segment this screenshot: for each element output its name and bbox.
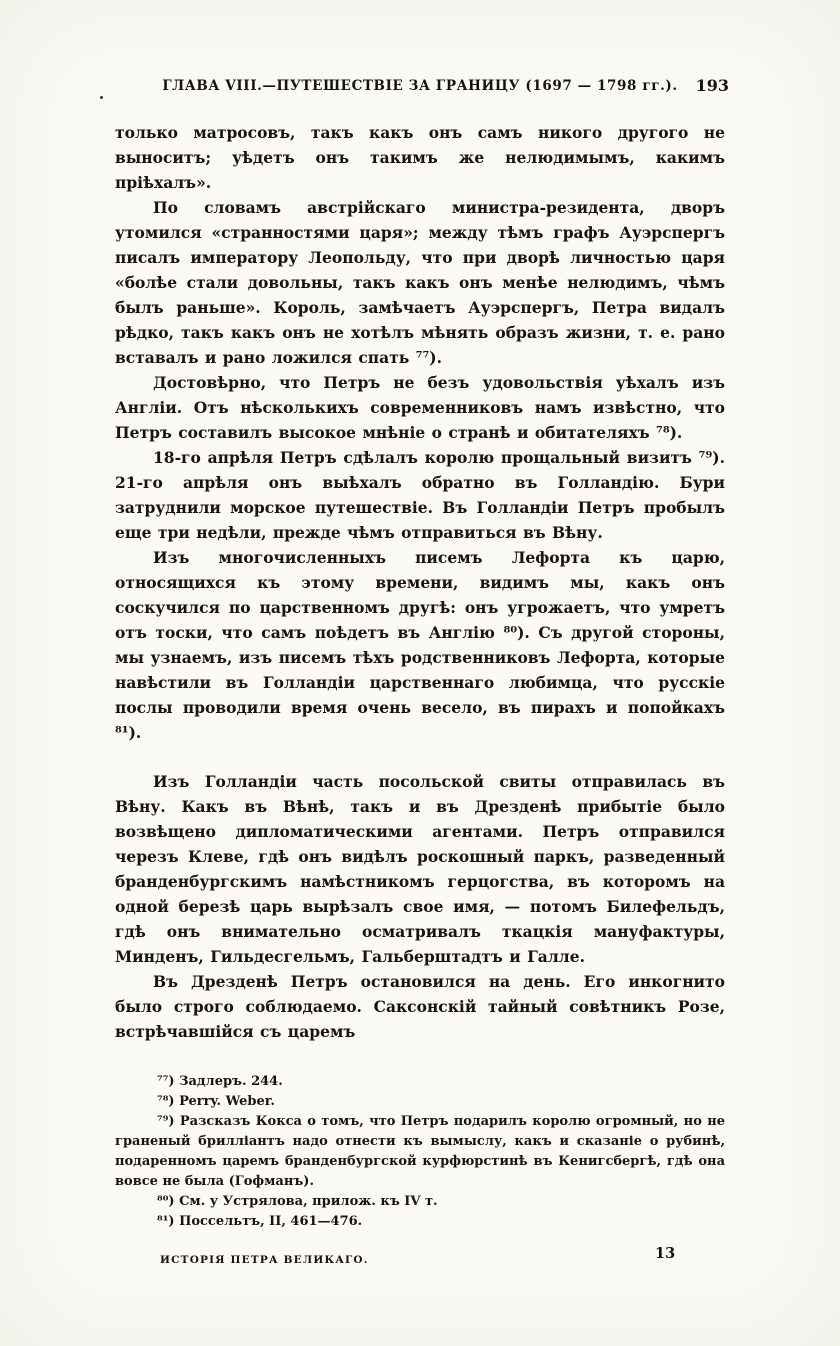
- footnote: ⁸⁰) См. у Устрялова, прилож. къ IV т.: [157, 1194, 438, 1209]
- page-header: [115, 76, 729, 95]
- body-text: [115, 120, 725, 1044]
- signature-number: 13: [655, 1245, 676, 1262]
- footnote: ⁷⁸) Perry. Weber.: [157, 1094, 275, 1109]
- page-footer: [115, 1245, 725, 1267]
- running-title: ГЛАВА VIII.—ПУТЕШЕСТВІЕ ЗА ГРАНИЦУ (1697 — 1798 гг.).: [162, 78, 678, 94]
- footnote: ⁷⁷) Задлеръ. 244.: [157, 1074, 283, 1089]
- paragraph: 18-го апрѣля Петръ сдѣлалъ королю прощальный визитъ ⁷⁹). 21-го апрѣля онъ выѣхалъ обратно въ Голландію. Бури затруднили морское путешествіе. Въ Голландіи Петръ пробылъ еще три недѣли, прежде чѣмъ отправиться въ Вѣну.: [115, 448, 725, 542]
- paragraph: По словамъ австрійскаго министра-резидента, дворъ утомился «странностями царя»; между тѣмъ графъ Ауэрспергъ писалъ императору Леопольду, что при дворѣ личностью царя «болѣе стали довольны, такъ какъ онъ менѣе нелюдимъ, чѣмъ былъ раньше». Король, замѣчаетъ Ауэрспергъ, Петра видалъ рѣдко, такъ какъ онъ не хотѣлъ мѣнять образъ жизни, т. е. рано вставалъ и рано ложился спать ⁷⁷).: [115, 198, 725, 367]
- page-number: 193: [695, 76, 729, 95]
- paragraph: Достовѣрно, что Петръ не безъ удовольствія уѣхалъ изъ Англіи. Отъ нѣсколькихъ современниковъ намъ извѣстно, что Петръ составилъ высокое мнѣніе о странѣ и обитателяхъ ⁷⁸).: [115, 373, 725, 442]
- paragraph: Въ Дрезденѣ Петръ остановился на день. Его инкогнито было строго соблюдаемо. Саксонскій тайный совѣтникъ Розе, встрѣчавшійся съ царемъ: [115, 972, 725, 1041]
- footnote: ⁷⁹) Разсказъ Кокса о томъ, что Петръ подарилъ королю огромный, но не граненый брилліантъ надо отнести къ вымыслу, какъ и сказаніе о рубинѣ, подаренномъ царемъ бранденбургской курфюрстинѣ въ Кенигсбергѣ, гдѣ она вовсе не была (Гофманъ).: [115, 1114, 725, 1189]
- footnotes-section: [115, 1072, 725, 1232]
- footer-book-title: ИСТОРІЯ ПЕТРА ВЕЛИКАГО.: [160, 1254, 369, 1266]
- scan-artifact-dot: [100, 96, 103, 99]
- paragraph: Изъ Голландіи часть посольской свиты отправилась въ Вѣну. Какъ въ Вѣнѣ, такъ и въ Дрезденѣ прибытіе было возвѣщено дипломатическими агентами. Петръ отправился черезъ Клеве, гдѣ онъ видѣлъ роскошный паркъ, разведенный бранденбургскимъ намѣстникомъ герцогства, въ которомъ на одной березѣ царь вырѣзалъ свое имя, — потомъ Билефельдъ, гдѣ онъ внимательно осматривалъ ткацкія мануфактуры, Минденъ, Гильдесгельмъ, Гальберштадтъ и Галле.: [115, 772, 725, 966]
- paragraph: Изъ многочисленныхъ писемъ Лефорта къ царю, относящихся къ этому времени, видимъ мы, какъ онъ соскучился по царственномъ другѣ: онъ угрожаетъ, что умретъ отъ тоски, что самъ поѣдетъ въ Англію ⁸⁰). Съ другой стороны, мы узнаемъ, изъ писемъ тѣхъ родственниковъ Лефорта, которые навѣстили въ Голландіи царственнаго любимца, что русскіе послы проводили время очень весело, въ пирахъ и попойкахъ ⁸¹).: [115, 548, 725, 742]
- footnote: ⁸¹) Поссельтъ, II, 461—476.: [157, 1214, 363, 1229]
- paragraph-continuation: только матросовъ, такъ какъ онъ самъ никого другого не выноситъ; уѣдетъ онъ такимъ же нелюдимымъ, какимъ пріѣхалъ».: [115, 123, 725, 192]
